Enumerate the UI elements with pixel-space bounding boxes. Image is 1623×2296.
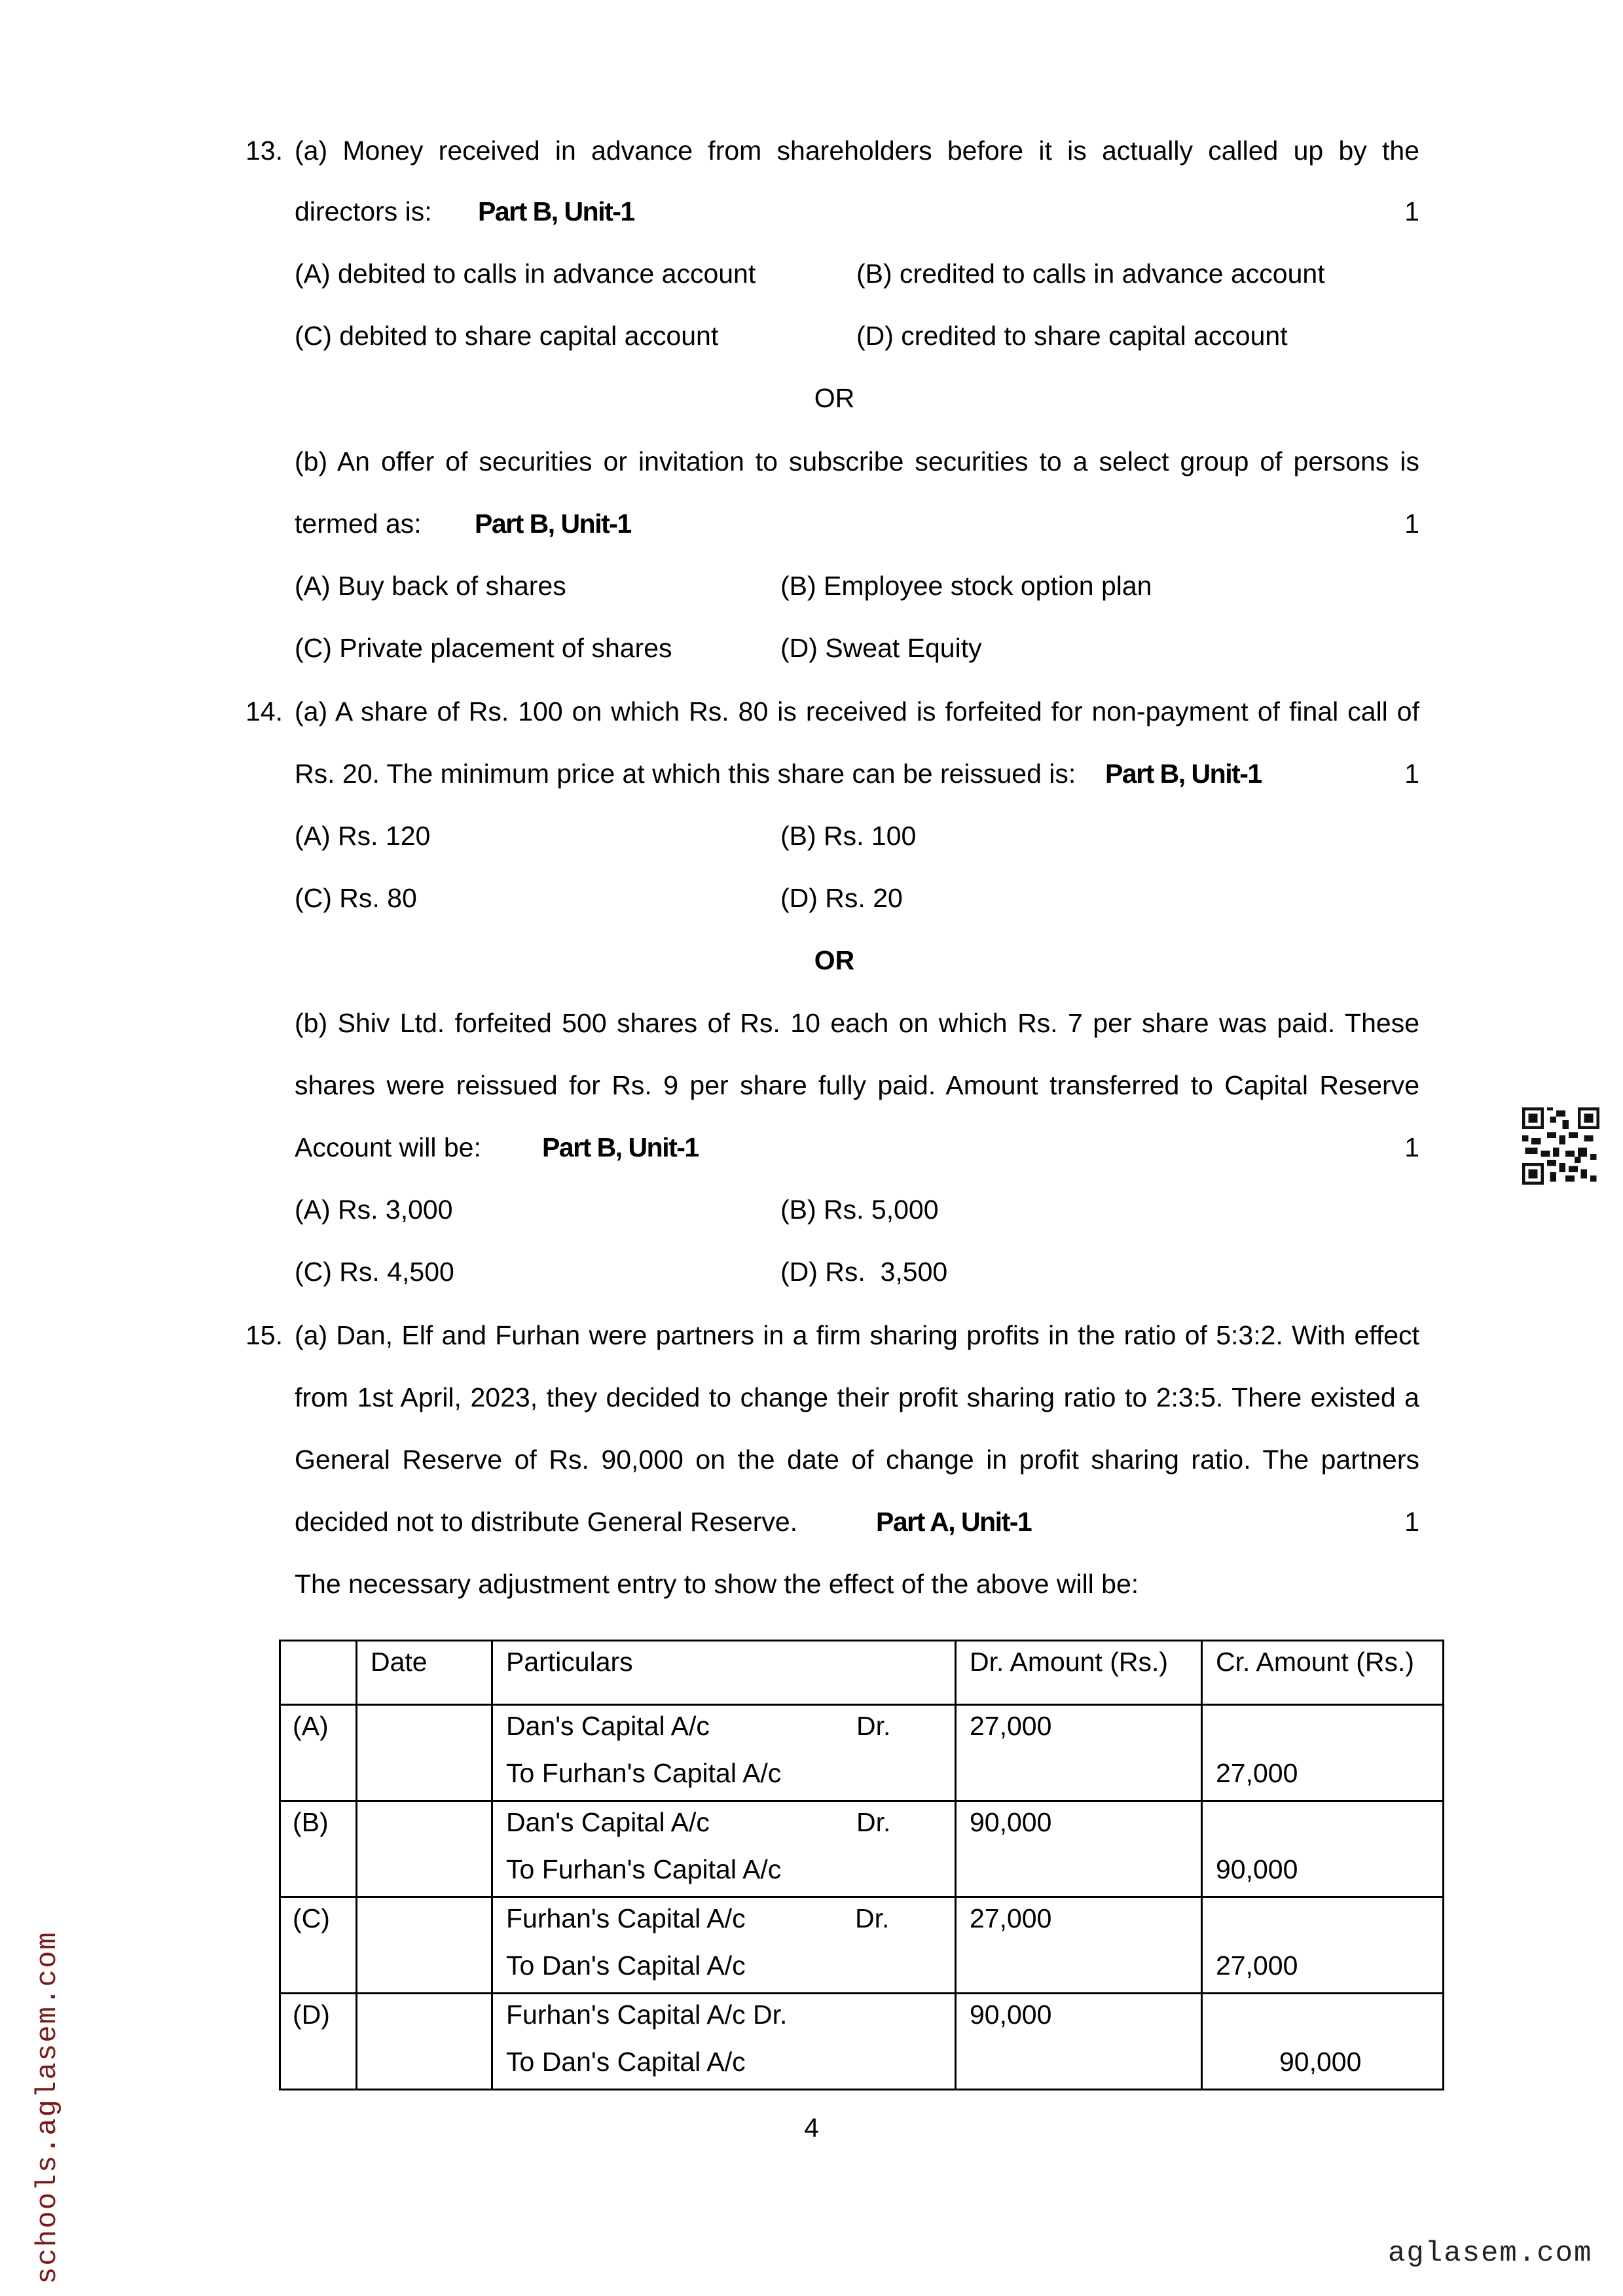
dr-amount: 27,000	[970, 1903, 1052, 1933]
header-date: Date	[357, 1641, 492, 1705]
q14b-text-line2: shares were reissued for Rs. 9 per share fully paid. Amount transferred to Capital Reserve	[295, 1070, 1419, 1100]
q15a-syllabus-tag: Part A, Unit-1	[876, 1507, 1032, 1537]
q13b-syllabus-tag: Part B, Unit-1	[475, 509, 631, 539]
q14a-option-d: (D) Rs. 20	[780, 883, 903, 913]
table-row	[280, 1801, 1444, 1897]
table-row	[280, 1897, 1444, 1994]
q13b-option-d: (D) Sweat Equity	[780, 633, 982, 663]
cr-amount: 90,000	[1279, 2047, 1362, 2077]
debit-account: Dan's Capital A/c	[506, 1807, 710, 1837]
cr-amount: 27,000	[1216, 1758, 1298, 1788]
q13a-option-c: (C) debited to share capital account	[295, 321, 719, 351]
q14a-option-b: (B) Rs. 100	[780, 821, 917, 851]
debit-account: Dan's Capital A/c	[506, 1711, 710, 1741]
q15a-text-line3: General Reserve of Rs. 90,000 on the date of change in profit sharing ratio. The partners	[295, 1444, 1419, 1475]
q14b-option-d: (D) Rs. 3,500	[780, 1257, 948, 1287]
q14a-option-a: (A) Rs. 120	[295, 821, 431, 851]
q14a-marks: 1	[1404, 759, 1419, 789]
dr-marker: Dr.	[856, 1711, 891, 1741]
date-cell	[357, 1897, 492, 1994]
q13-or-separator: OR	[814, 383, 855, 413]
q14a-option-c: (C) Rs. 80	[295, 883, 417, 913]
header-particulars: Particulars	[492, 1641, 956, 1705]
q13a-option-a: (A) debited to calls in advance account	[295, 259, 756, 289]
cr-amount: 90,000	[1216, 1854, 1298, 1884]
q14b-option-c: (C) Rs. 4,500	[295, 1257, 454, 1287]
dr-marker: Dr.	[856, 1807, 891, 1837]
credit-account: To Dan's Capital A/c	[506, 2047, 746, 2077]
q13b-text-line1: (b) An offer of securities or invitation to subscribe securities to a select group of persons is	[295, 446, 1419, 476]
dr-amount: 90,000	[970, 2000, 1052, 2030]
q14b-option-b: (B) Rs. 5,000	[780, 1194, 939, 1225]
q13b-marks: 1	[1404, 509, 1419, 539]
q14b-text-line1: (b) Shiv Ltd. forfeited 500 shares of Rs. 10 each on which Rs. 7 per share was paid. These	[295, 1008, 1419, 1038]
cr-amount: 27,000	[1216, 1950, 1298, 1981]
watermark-left: schools.aglasem.com	[31, 1931, 64, 2284]
q15a-text-line1: (a) Dan, Elf and Furhan were partners in a firm sharing profits in the ratio of 5:3:2. With effect	[295, 1320, 1419, 1350]
question-number-13: 13.	[246, 135, 283, 166]
credit-account: To Furhan's Capital A/c	[506, 1854, 782, 1884]
q14b-option-a: (A) Rs. 3,000	[295, 1194, 453, 1225]
debit-account: Furhan's Capital A/c Dr.	[506, 2000, 788, 2030]
q14b-syllabus-tag: Part B, Unit-1	[542, 1132, 699, 1162]
table-header-row	[280, 1641, 1444, 1705]
debit-account: Furhan's Capital A/c	[506, 1903, 746, 1933]
q15a-text-line2: from 1st April, 2023, they decided to change their profit sharing ratio to 2:3:5. There existed a	[295, 1382, 1419, 1412]
q13b-option-b: (B) Employee stock option plan	[780, 571, 1152, 601]
q13a-syllabus-tag: Part B, Unit-1	[478, 196, 634, 226]
q14-or-separator: OR	[814, 945, 855, 975]
date-cell	[357, 1705, 492, 1801]
journal-entry-table	[279, 1640, 1444, 2090]
q14a-text-line2: Rs. 20. The minimum price at which this share can be reissued is:	[295, 759, 1076, 789]
option-label: (A)	[280, 1705, 357, 1801]
q13b-option-a: (A) Buy back of shares	[295, 571, 566, 601]
q13a-text-line2: directors is:	[295, 196, 432, 226]
question-number-14: 14.	[246, 696, 283, 726]
q13a-option-b: (B) credited to calls in advance account	[856, 259, 1325, 289]
header-cr-amount: Cr. Amount (Rs.)	[1202, 1641, 1444, 1705]
option-label: (C)	[280, 1897, 357, 1994]
date-cell	[357, 1994, 492, 2090]
option-label: (B)	[280, 1801, 357, 1897]
q14b-marks: 1	[1404, 1132, 1419, 1162]
header-option	[280, 1641, 357, 1705]
option-label: (D)	[280, 1994, 357, 2090]
dr-amount: 90,000	[970, 1807, 1052, 1837]
q14a-syllabus-tag: Part B, Unit-1	[1105, 759, 1262, 789]
dr-marker: Dr.	[855, 1903, 890, 1933]
q13a-text-line1: (a) Money received in advance from shareholders before it is actually called up by the	[295, 135, 1419, 166]
q13b-text-line2: termed as:	[295, 509, 422, 539]
table-row	[280, 1705, 1444, 1801]
dr-amount: 27,000	[970, 1711, 1052, 1741]
date-cell	[357, 1801, 492, 1897]
table-row	[280, 1994, 1444, 2090]
q14b-text-line3: Account will be:	[295, 1132, 481, 1162]
q13a-marks: 1	[1404, 196, 1419, 226]
q13b-option-c: (C) Private placement of shares	[295, 633, 672, 663]
q15a-text-line5: The necessary adjustment entry to show the effect of the above will be:	[295, 1569, 1139, 1599]
credit-account: To Furhan's Capital A/c	[506, 1758, 782, 1788]
q14a-text-line1: (a) A share of Rs. 100 on which Rs. 80 is received is forfeited for non-payment of final call of	[295, 696, 1419, 726]
q15a-marks: 1	[1404, 1507, 1419, 1537]
question-number-15: 15.	[246, 1320, 283, 1350]
qr-code-icon	[1522, 1107, 1599, 1185]
q13a-option-d: (D) credited to share capital account	[856, 321, 1288, 351]
page-number: 4	[804, 2113, 819, 2143]
q15a-text-line4: decided not to distribute General Reserve.	[295, 1507, 798, 1537]
watermark-right: aglasem.com	[1388, 2237, 1593, 2270]
credit-account: To Dan's Capital A/c	[506, 1950, 746, 1981]
header-dr-amount: Dr. Amount (Rs.)	[956, 1641, 1202, 1705]
